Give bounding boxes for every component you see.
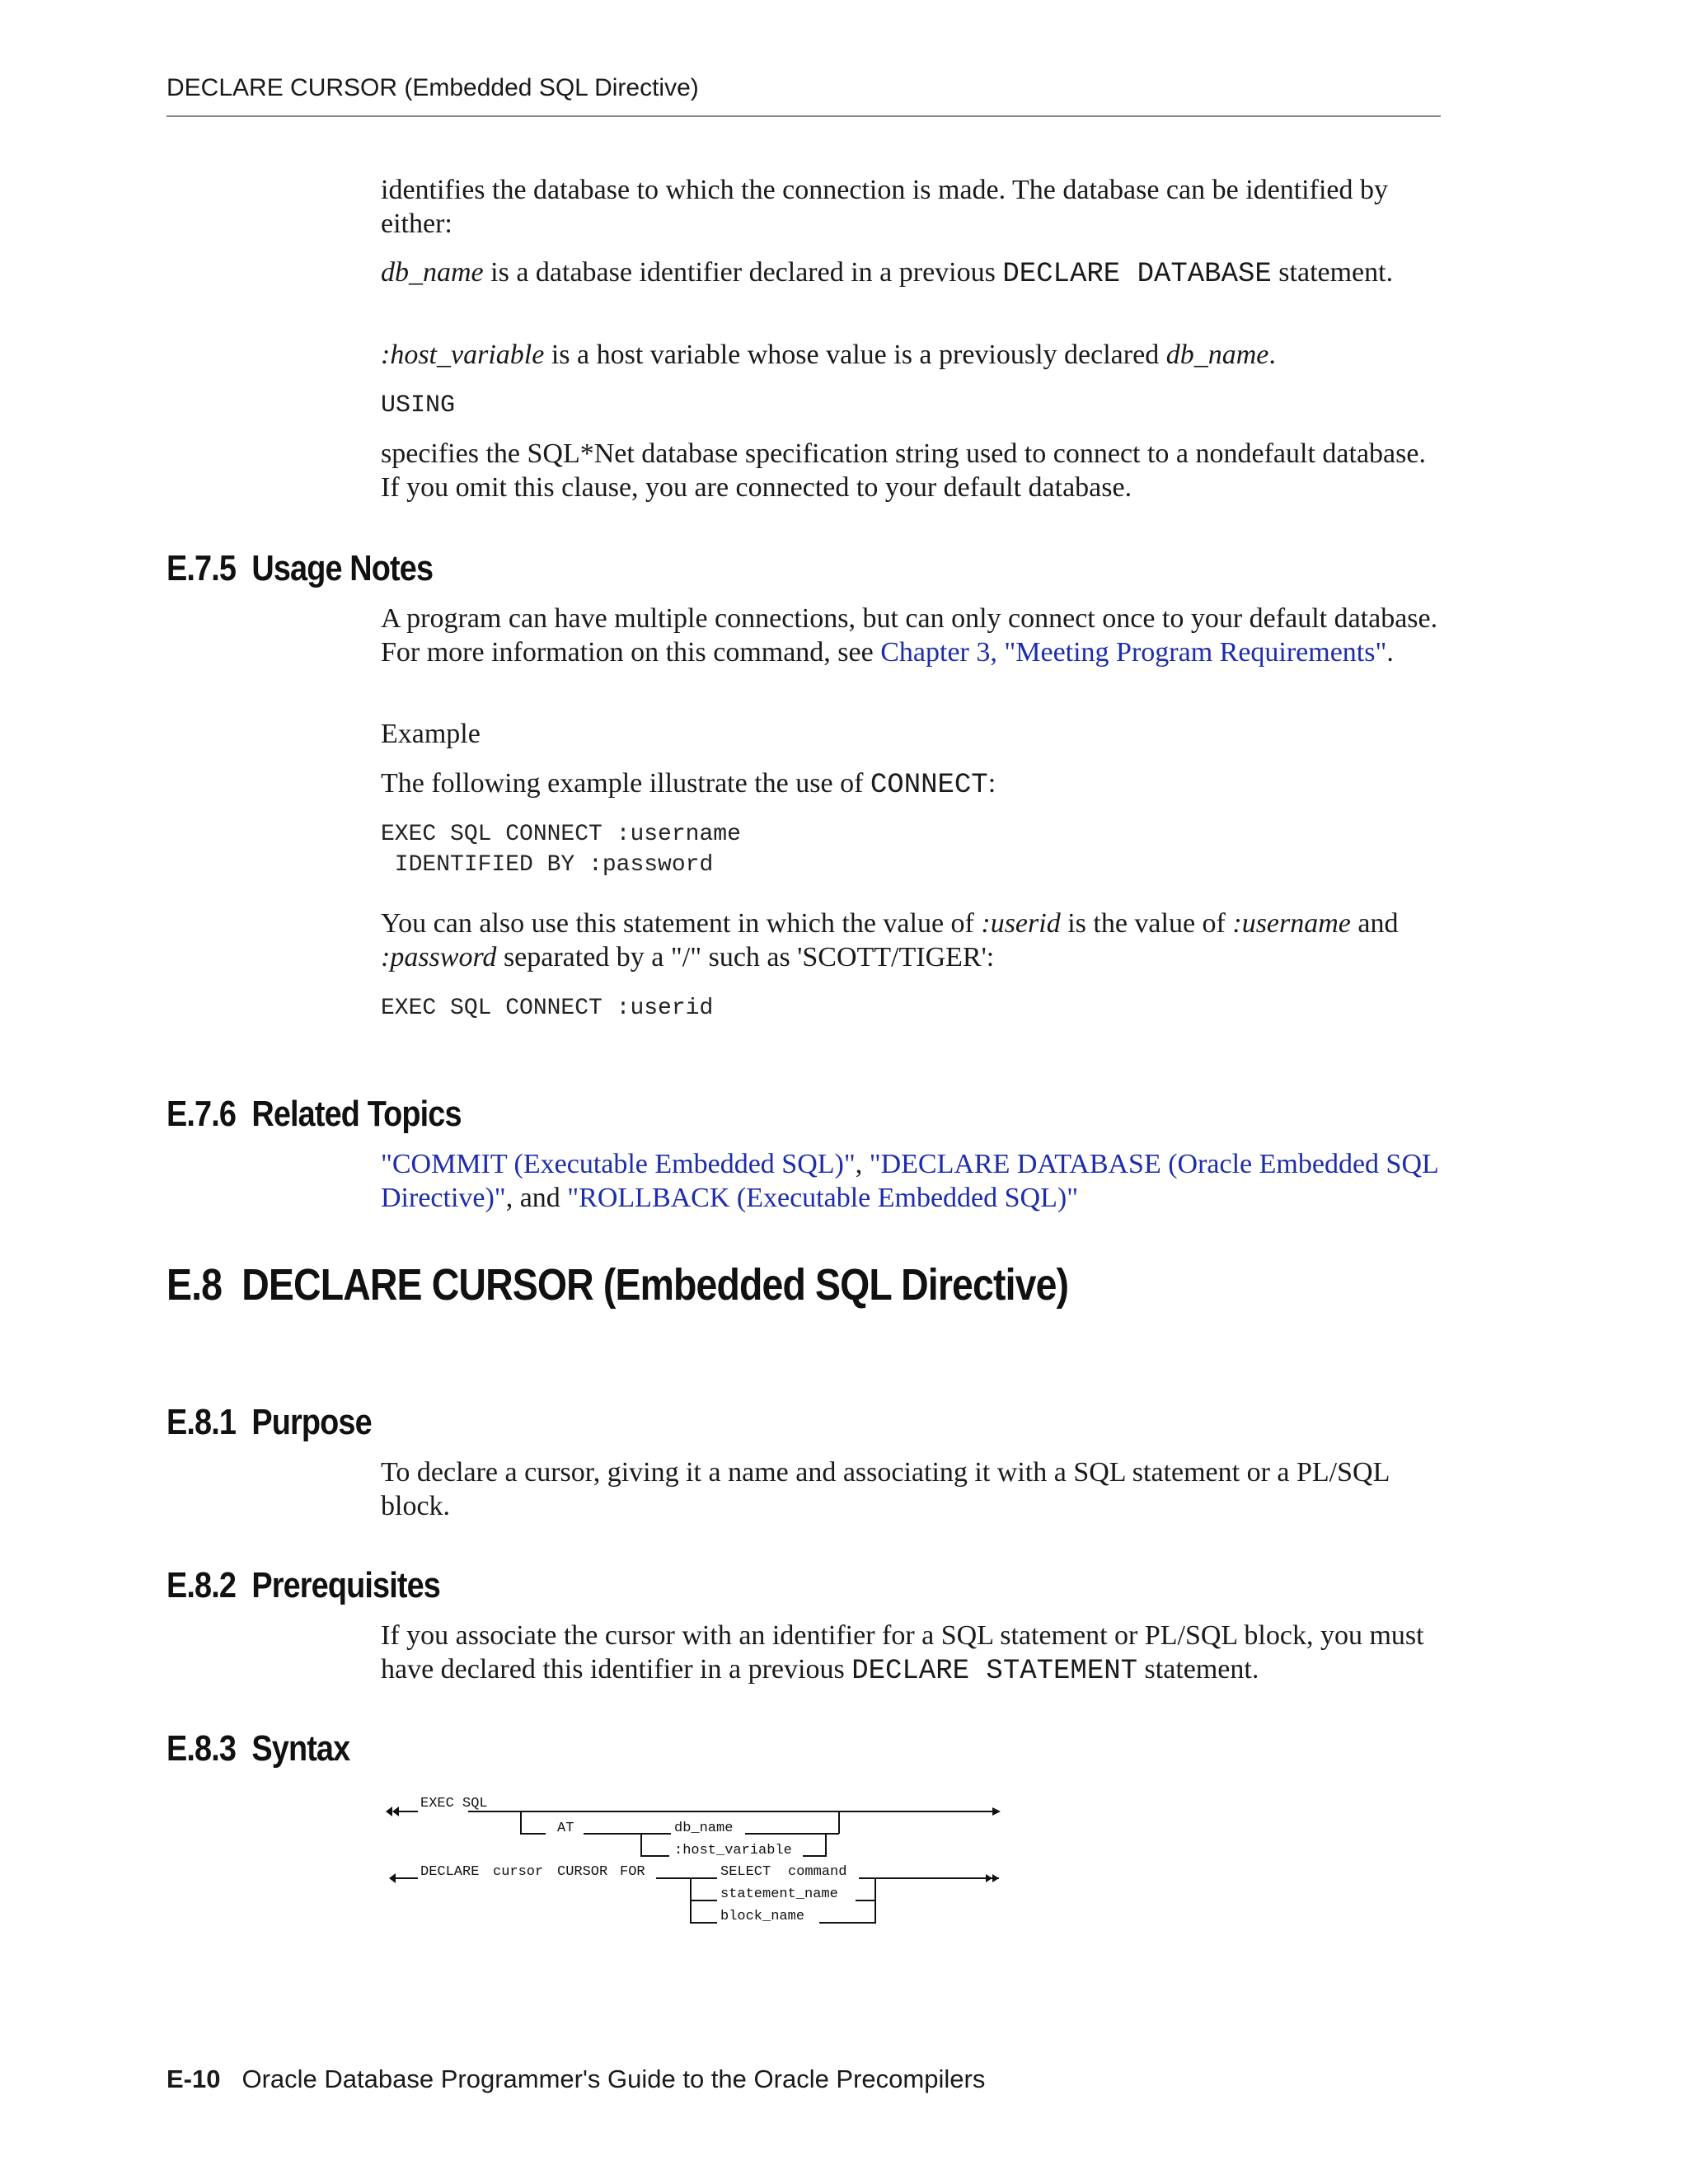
start-arrow-icon — [386, 1807, 392, 1816]
continue-in-arrow-icon — [389, 1873, 396, 1883]
section-title: E.8 DECLARE CURSOR (Embedded SQL Directive) — [166, 1260, 1069, 1310]
diagram-exec-sql: EXEC SQL — [420, 1796, 488, 1811]
end-arrow-icon — [986, 1874, 992, 1882]
diagram-at: AT — [557, 1821, 574, 1836]
heading-syntax: E.8.3 Syntax — [166, 1728, 350, 1769]
link-commit[interactable]: "COMMIT (Executable Embedded SQL)" — [381, 1149, 856, 1179]
example-intro: The following example illustrate the use of CONNECT: — [381, 768, 996, 801]
host-variable-description: :host_variable is a host variable whose value is a previously declared db_name. — [381, 340, 1276, 370]
link-rollback[interactable]: "ROLLBACK (Executable Embedded SQL)" — [567, 1183, 1079, 1213]
intro-paragraph: identifies the database to which the connection is made. The database can be identified by either: — [381, 175, 1388, 239]
diagram-statement-name: statement_name — [720, 1886, 838, 1902]
usage-notes-paragraph: A program can have multiple connections, but can only connect once to your default database. For more information on this command, see Chapter 3, "Meeting Program Requirements". — [381, 603, 1438, 668]
diagram-host-variable: :host_variable — [674, 1843, 792, 1858]
diagram-block-name: block_name — [720, 1909, 805, 1924]
link-chapter-3[interactable]: Chapter 3, "Meeting Program Requirements" — [880, 637, 1387, 668]
heading-prerequisites: E.8.2 Prerequisites — [166, 1565, 440, 1605]
related-topics-links: "COMMIT (Executable Embedded SQL)", "DECLARE DATABASE (Oracle Embedded SQL Directive)", and "ROLLBACK (Executable Embedded SQL)" — [381, 1149, 1438, 1213]
term-host-variable: :host_variable — [381, 340, 545, 370]
term-db-name: db_name — [381, 257, 484, 288]
continue-arrow-icon — [992, 1807, 1001, 1816]
diagram-command: command — [788, 1864, 847, 1880]
header-rule — [166, 115, 1441, 117]
prerequisites-text: If you associate the cursor with an identifier for a SQL statement or PL/SQL block, you must have declared this identifier in a previous DECLARE STATEMENT statement. — [381, 1620, 1424, 1687]
diagram-cursor: cursor — [493, 1864, 544, 1880]
using-keyword: USING — [381, 391, 456, 419]
running-header: DECLARE CURSOR (Embedded SQL Directive) — [166, 74, 699, 101]
code-example-userid: EXEC SQL CONNECT :userid — [381, 996, 714, 1021]
using-description: specifies the SQL*Net database specification string used to connect to a nondefault database. If you omit this clause, you are connected to your default database. — [381, 438, 1426, 503]
book-title: Oracle Database Programmer's Guide to the Oracle Precompilers — [241, 2064, 986, 2093]
page-footer — [166, 2064, 985, 2094]
page-number: E-10 — [166, 2064, 221, 2093]
purpose-text: To declare a cursor, giving it a name and associating it with a SQL statement or a PL/SQL block. — [381, 1457, 1390, 1521]
syntax-diagram — [381, 1793, 1007, 1937]
heading-usage-notes: E.7.5 Usage Notes — [166, 548, 434, 588]
diagram-for: FOR — [620, 1864, 645, 1880]
code-declare-statement: DECLARE STATEMENT — [851, 1656, 1138, 1687]
diagram-select: SELECT — [720, 1864, 771, 1880]
diagram-declare: DECLARE — [420, 1864, 480, 1880]
diagram-cursor-kw: CURSOR — [557, 1864, 608, 1880]
code-example-username: EXEC SQL CONNECT :username IDENTIFIED BY :password — [381, 822, 741, 878]
example-label: Example — [381, 719, 481, 749]
db-name-description: db_name is a database identifier declared in a previous DECLARE DATABASE statement. — [381, 257, 1394, 290]
heading-purpose: E.8.1 Purpose — [166, 1402, 372, 1442]
code-connect: CONNECT — [870, 770, 988, 801]
heading-related-topics: E.7.6 Related Topics — [166, 1094, 462, 1134]
userid-paragraph: You can also use this statement in which the value of :userid is the value of :username and :password separated by a "/" such as 'SCOTT/TIGER': — [381, 908, 1399, 972]
code-declare-database: DECLARE DATABASE — [1002, 259, 1272, 290]
diagram-db-name: db_name — [674, 1821, 734, 1836]
link-declare-database[interactable]: "DECLARE DATABASE (Oracle Embedded SQL Directive)" — [381, 1149, 1438, 1213]
